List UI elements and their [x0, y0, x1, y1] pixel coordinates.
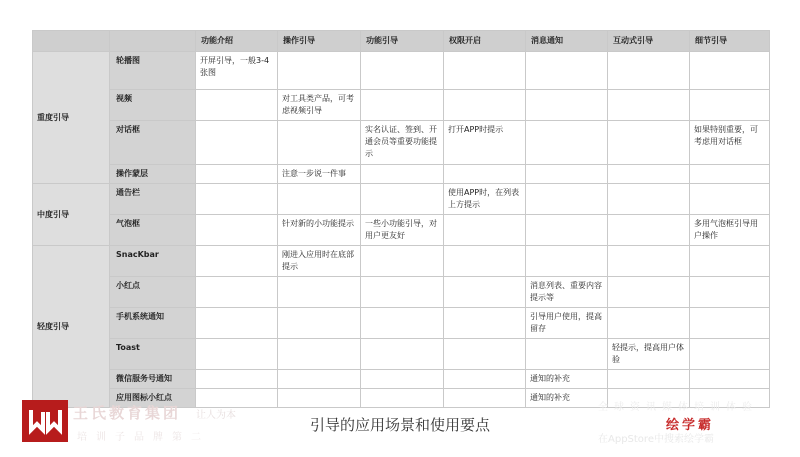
header-cell-corner-level — [33, 31, 110, 52]
table-cell — [608, 370, 690, 389]
footer — [0, 398, 800, 457]
guide-form-cell: 微信服务号通知 — [110, 370, 196, 389]
header-cell-feature-intro: 功能介绍 — [196, 31, 278, 52]
table-cell — [444, 52, 526, 90]
table-cell — [196, 121, 278, 165]
table-cell — [608, 215, 690, 246]
table-cell — [690, 90, 770, 121]
table-cell — [690, 277, 770, 308]
org-subtitle: 培训子品牌第二 — [77, 432, 210, 443]
guide-form-cell: 对话框 — [110, 121, 196, 165]
org-name: 王氏教育集团 — [73, 404, 182, 422]
table-cell — [690, 339, 770, 370]
table-cell — [361, 184, 444, 215]
table-cell: 对工具类产品，可考虑视频引导 — [278, 90, 361, 121]
table-cell — [690, 184, 770, 215]
table-cell: 实名认证、签到、开通会员等重要功能提示 — [361, 121, 444, 165]
table-cell — [196, 308, 278, 339]
guide-table-container — [32, 30, 769, 402]
table-row — [33, 184, 770, 215]
table-cell — [196, 277, 278, 308]
table-cell — [196, 90, 278, 121]
table-row — [33, 215, 770, 246]
guide-form-cell: 通告栏 — [110, 184, 196, 215]
table-cell: 刚进入应用时在底部提示 — [278, 246, 361, 277]
table-cell: 开屏引导，一般3-4张图 — [196, 52, 278, 90]
table-cell: 通知的补充 — [526, 370, 608, 389]
guide-table — [32, 30, 770, 408]
guide-form-cell: Toast — [110, 339, 196, 370]
header-cell-detail: 细节引导 — [690, 31, 770, 52]
table-cell — [690, 308, 770, 339]
table-cell — [196, 165, 278, 184]
table-cell — [196, 215, 278, 246]
table-cell — [526, 339, 608, 370]
table-cell: 一些小功能引导，对用户更友好 — [361, 215, 444, 246]
table-cell: 注意一步说一件事 — [278, 165, 361, 184]
table-body — [33, 52, 770, 408]
table-cell — [278, 52, 361, 90]
table-cell — [690, 165, 770, 184]
table-row — [33, 90, 770, 121]
guide-form-cell: SnacKbar — [110, 246, 196, 277]
header-cell-notification: 消息通知 — [526, 31, 608, 52]
table-cell — [444, 246, 526, 277]
header-cell-function-guide: 功能引导 — [361, 31, 444, 52]
watermark-bottom: 在AppStore中搜索绘学霸 — [598, 434, 714, 445]
table-row — [33, 165, 770, 184]
table-cell — [444, 165, 526, 184]
table-cell — [444, 370, 526, 389]
table-cell — [526, 184, 608, 215]
header-row — [33, 31, 770, 52]
table-cell — [526, 246, 608, 277]
table-cell — [278, 370, 361, 389]
table-cell — [444, 215, 526, 246]
guide-form-cell: 应用图标小红点 — [110, 389, 196, 408]
table-cell — [526, 165, 608, 184]
table-cell: 通知的补充 — [526, 389, 608, 408]
table-cell — [608, 184, 690, 215]
table-row — [33, 246, 770, 277]
table-cell: 打开APP时提示 — [444, 121, 526, 165]
header-cell-corner-form — [110, 31, 196, 52]
table-cell — [361, 339, 444, 370]
table-row — [33, 121, 770, 165]
table-cell — [278, 339, 361, 370]
guide-form-cell: 气泡框 — [110, 215, 196, 246]
table-cell — [608, 165, 690, 184]
guide-level-cell: 中度引导 — [33, 184, 110, 246]
table-cell — [361, 277, 444, 308]
header-cell-operation-guide: 操作引导 — [278, 31, 361, 52]
table-cell — [608, 277, 690, 308]
guide-form-cell: 操作蒙层 — [110, 165, 196, 184]
table-cell — [278, 308, 361, 339]
table-cell — [526, 121, 608, 165]
header-cell-permission: 权限开启 — [444, 31, 526, 52]
table-cell — [608, 308, 690, 339]
guide-form-cell: 小红点 — [110, 277, 196, 308]
table-row — [33, 277, 770, 308]
table-cell — [608, 246, 690, 277]
table-cell: 轻提示，提高用户体验 — [608, 339, 690, 370]
table-cell — [361, 370, 444, 389]
table-cell — [278, 184, 361, 215]
guide-level-cell: 轻度引导 — [33, 246, 110, 408]
watermark-top: 全球资讯媒体培训体验 — [598, 402, 758, 413]
table-cell — [526, 215, 608, 246]
table-cell — [690, 52, 770, 90]
table-cell — [690, 370, 770, 389]
header-cell-interactive: 互动式引导 — [608, 31, 690, 52]
table-cell: 引导用户使用，提高留存 — [526, 308, 608, 339]
table-cell — [361, 308, 444, 339]
table-cell: 多用气泡框引导用户操作 — [690, 215, 770, 246]
guide-form-cell: 视频 — [110, 90, 196, 121]
table-cell — [526, 52, 608, 90]
guide-level-cell: 重度引导 — [33, 52, 110, 184]
table-row — [33, 308, 770, 339]
table-row — [33, 370, 770, 389]
table-cell — [196, 246, 278, 277]
table-cell — [608, 90, 690, 121]
table-cell — [444, 90, 526, 121]
table-cell — [690, 246, 770, 277]
table-cell — [608, 52, 690, 90]
brand-name: 绘学霸 — [666, 418, 715, 433]
guide-form-cell: 手机系统通知 — [110, 308, 196, 339]
table-cell — [444, 308, 526, 339]
table-cell — [361, 52, 444, 90]
table-row — [33, 339, 770, 370]
table-cell — [361, 165, 444, 184]
table-cell — [361, 246, 444, 277]
table-cell: 针对新的小功能提示 — [278, 215, 361, 246]
table-cell — [526, 90, 608, 121]
table-cell — [278, 121, 361, 165]
slide-caption: 引导的应用场景和使用要点 — [309, 416, 490, 434]
table-cell — [444, 277, 526, 308]
org-tagline: 让人为本 — [196, 410, 236, 421]
table-cell — [608, 121, 690, 165]
table-cell — [361, 90, 444, 121]
table-row — [33, 52, 770, 90]
table-cell: 如果特别重要，可考虑用对话框 — [690, 121, 770, 165]
table-cell — [196, 339, 278, 370]
table-cell: 消息列表、重要内容提示等 — [526, 277, 608, 308]
table-cell: 使用APP时，在列表上方提示 — [444, 184, 526, 215]
guide-form-cell: 轮播图 — [110, 52, 196, 90]
table-cell — [444, 339, 526, 370]
table-cell — [196, 370, 278, 389]
table-cell — [278, 277, 361, 308]
table-cell — [196, 184, 278, 215]
